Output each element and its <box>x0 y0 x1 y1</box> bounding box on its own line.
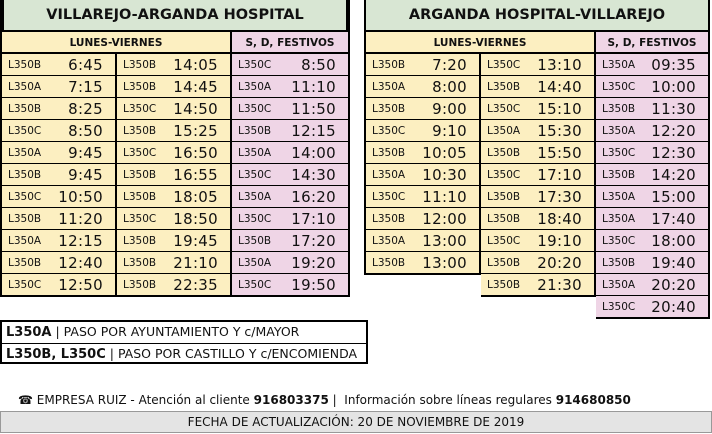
schedule-row <box>232 164 348 186</box>
departure-time: 19:50 <box>291 275 336 294</box>
schedule-row <box>366 186 479 208</box>
schedule-row <box>117 76 230 98</box>
weekend-header: S, D, FESTIVOS <box>596 32 710 54</box>
line-code: L350B <box>372 58 406 71</box>
departure-time: 14:50 <box>173 99 218 118</box>
line-code: L350B <box>487 278 521 291</box>
departure-time: 8:50 <box>68 121 103 140</box>
line-code: L350C <box>602 146 636 159</box>
schedule-row <box>232 208 348 230</box>
departure-time: 15:30 <box>537 121 582 140</box>
schedule-row <box>117 142 230 164</box>
schedule-row <box>232 252 348 274</box>
weekday-column-1 <box>2 54 117 296</box>
line-code: L350C <box>372 190 406 203</box>
line-code: L350B <box>123 234 157 247</box>
line-code: L350B <box>487 190 521 203</box>
update-date: FECHA DE ACTUALIZACIÓN: 20 DE NOVIEMBRE DE 2019 <box>0 411 712 433</box>
departure-time: 7:15 <box>68 77 103 96</box>
line-code: L350A <box>602 278 636 291</box>
departure-time: 15:10 <box>537 99 582 118</box>
line-code: L350B <box>238 124 272 137</box>
schedule-row <box>2 186 115 208</box>
line-code: L350A <box>602 212 636 225</box>
departure-time: 10:50 <box>58 187 103 206</box>
schedule-row <box>117 186 230 208</box>
contact-info: ☎ EMPRESA RUIZ - Atención al cliente 916803375 | Información sobre líneas regulares 914680850 <box>18 393 631 407</box>
departure-time: 12:15 <box>291 121 336 140</box>
line-code: L350C <box>123 146 157 159</box>
line-code: L350B <box>602 168 636 181</box>
legend-row-l350a: L350A | PASO POR AYUNTAMIENTO Y c/MAYOR <box>6 324 300 340</box>
departure-time: 17:30 <box>537 187 582 206</box>
weekend-column <box>596 54 710 319</box>
departure-time: 8:25 <box>68 99 103 118</box>
schedule-row <box>2 208 115 230</box>
departure-time: 10:00 <box>651 77 696 96</box>
departure-time: 8:50 <box>301 55 336 74</box>
departure-time: 8:00 <box>432 77 467 96</box>
line-code: L350A <box>372 80 406 93</box>
departure-time: 18:40 <box>537 209 582 228</box>
schedule-row <box>596 186 708 208</box>
schedule-row <box>366 98 479 120</box>
departure-time: 17:20 <box>291 231 336 250</box>
line-code: L350A <box>238 146 272 159</box>
line-code: L350C <box>123 102 157 115</box>
departure-time: 11:50 <box>291 99 336 118</box>
departure-time: 12:30 <box>651 143 696 162</box>
departure-time: 18:00 <box>651 231 696 250</box>
line-code: L350A <box>238 256 272 269</box>
line-code: L350B <box>123 58 157 71</box>
line-code: L350C <box>372 124 406 137</box>
line-code: L350C <box>238 58 272 71</box>
line-code: L350C <box>123 212 157 225</box>
departure-time: 14:45 <box>173 77 218 96</box>
departure-time: 21:10 <box>173 253 218 272</box>
line-code: L350A <box>8 146 42 159</box>
line-code: L350B <box>487 146 521 159</box>
departure-time: 13:00 <box>422 231 467 250</box>
company-phone: 916803375 <box>253 393 329 407</box>
weekday-column-1 <box>364 54 481 275</box>
departure-time: 9:45 <box>68 143 103 162</box>
line-code: L350B <box>602 256 636 269</box>
line-code: L350C <box>8 124 42 137</box>
schedule-row <box>232 274 348 296</box>
legend-code: L350A <box>6 325 52 340</box>
schedule-row <box>596 296 708 318</box>
line-code: L350A <box>372 168 406 181</box>
schedule-row <box>232 186 348 208</box>
schedule-row <box>596 98 708 120</box>
line-code: L350A <box>602 124 636 137</box>
legend-text: PASO POR AYUNTAMIENTO Y c/MAYOR <box>63 324 300 339</box>
schedule-row <box>366 208 479 230</box>
schedule-row <box>2 54 115 76</box>
schedule-row <box>481 142 594 164</box>
schedule-row <box>117 120 230 142</box>
schedule-row <box>117 98 230 120</box>
departure-time: 14:20 <box>651 165 696 184</box>
weekend-column <box>232 54 348 296</box>
schedule-row <box>481 186 594 208</box>
line-code: L350B <box>123 168 157 181</box>
departure-time: 17:10 <box>291 209 336 228</box>
schedule-row <box>232 230 348 252</box>
schedule-row <box>2 274 115 296</box>
line-code: L350B <box>487 212 521 225</box>
schedule-row <box>596 164 708 186</box>
departure-time: 12:00 <box>422 209 467 228</box>
info-label: Información sobre líneas regulares <box>344 393 552 407</box>
departure-time: 22:35 <box>173 275 218 294</box>
line-code: L350A <box>8 234 42 247</box>
departure-time: 11:10 <box>422 187 467 206</box>
schedule-row <box>596 76 708 98</box>
line-code: L350B <box>123 256 157 269</box>
line-code: L350B <box>123 278 157 291</box>
line-code: L350C <box>238 212 272 225</box>
schedule-row <box>232 142 348 164</box>
schedule-row <box>117 208 230 230</box>
departure-time: 12:40 <box>58 253 103 272</box>
company-label: EMPRESA RUIZ - Atención al cliente <box>36 393 250 407</box>
departure-time: 10:30 <box>422 165 467 184</box>
timetable-arganda-villarejo <box>364 0 710 320</box>
departure-time: 14:30 <box>291 165 336 184</box>
line-code: L350C <box>487 58 521 71</box>
schedule-row <box>481 76 594 98</box>
departure-time: 16:20 <box>291 187 336 206</box>
weekday-column-2 <box>481 54 596 297</box>
schedule-row <box>481 230 594 252</box>
line-code: L350A <box>602 58 636 71</box>
schedule-row <box>117 252 230 274</box>
schedule-row <box>481 274 594 296</box>
schedule-row <box>232 54 348 76</box>
schedule-row <box>596 208 708 230</box>
line-code: L350B <box>123 124 157 137</box>
line-code: L350C <box>487 168 521 181</box>
line-code: L350B <box>8 256 42 269</box>
legend-text: PASO POR CASTILLO Y c/ENCOMIENDA <box>117 346 358 361</box>
schedule-row <box>481 120 594 142</box>
departure-time: 14:05 <box>173 55 218 74</box>
line-code: L350B <box>487 256 521 269</box>
departure-time: 21:30 <box>537 275 582 294</box>
schedule-row <box>117 54 230 76</box>
line-code: L350C <box>8 278 42 291</box>
line-code: L350C <box>487 234 521 247</box>
line-code: L350C <box>238 102 272 115</box>
line-code: L350B <box>487 80 521 93</box>
line-code: L350B <box>8 168 42 181</box>
schedule-row <box>2 252 115 274</box>
weekday-column-2 <box>117 54 232 296</box>
line-code: L350B <box>8 58 42 71</box>
legend-code: L350B, L350C <box>6 347 106 362</box>
departure-time: 15:50 <box>537 143 582 162</box>
phone-icon: ☎ <box>18 393 33 407</box>
departure-time: 13:00 <box>422 253 467 272</box>
line-code: L350C <box>238 278 272 291</box>
departure-time: 19:40 <box>651 253 696 272</box>
schedule-row <box>596 120 708 142</box>
departure-time: 17:40 <box>651 209 696 228</box>
schedule-row <box>117 274 230 296</box>
timetable-villarejo-arganda <box>0 0 350 297</box>
weekday-header: LUNES-VIERNES <box>2 32 232 54</box>
departure-time: 12:20 <box>651 121 696 140</box>
departure-time: 12:50 <box>58 275 103 294</box>
departure-time: 20:40 <box>651 297 696 316</box>
weekday-header: LUNES-VIERNES <box>364 32 596 54</box>
departure-time: 20:20 <box>651 275 696 294</box>
departure-time: 18:50 <box>173 209 218 228</box>
timetable-title: VILLAREJO-ARGANDA HOSPITAL <box>2 0 348 32</box>
schedule-row <box>117 164 230 186</box>
departure-time: 7:20 <box>432 55 467 74</box>
departure-time: 09:35 <box>651 55 696 74</box>
schedule-row <box>481 252 594 274</box>
line-code: L350C <box>238 168 272 181</box>
schedule-row <box>232 98 348 120</box>
line-code: L350B <box>602 102 636 115</box>
departure-time: 14:00 <box>291 143 336 162</box>
schedule-row <box>366 142 479 164</box>
departure-time: 9:10 <box>432 121 467 140</box>
schedule-row <box>596 252 708 274</box>
departure-time: 18:05 <box>173 187 218 206</box>
legend-row-l350b-l350c: L350B, L350C | PASO POR CASTILLO Y c/ENCOMIENDA <box>2 343 366 364</box>
schedule-row <box>2 76 115 98</box>
line-code: L350A <box>238 190 272 203</box>
schedule-row <box>2 98 115 120</box>
line-code: L350B <box>123 80 157 93</box>
departure-time: 17:10 <box>537 165 582 184</box>
schedule-row <box>596 230 708 252</box>
schedule-row <box>366 230 479 252</box>
departure-time: 15:25 <box>173 121 218 140</box>
line-code: L350A <box>238 80 272 93</box>
schedule-row <box>366 120 479 142</box>
departure-time: 11:20 <box>58 209 103 228</box>
schedule-row <box>366 164 479 186</box>
schedule-row <box>232 76 348 98</box>
departure-time: 14:40 <box>537 77 582 96</box>
line-code: L350B <box>372 102 406 115</box>
departure-time: 9:45 <box>68 165 103 184</box>
schedule-row <box>596 54 708 76</box>
schedule-row <box>2 120 115 142</box>
schedule-row <box>2 142 115 164</box>
departure-time: 15:00 <box>651 187 696 206</box>
line-code: L350C <box>602 80 636 93</box>
schedule-row <box>481 98 594 120</box>
line-code: L350A <box>8 80 42 93</box>
line-code: L350B <box>372 212 406 225</box>
departure-time: 13:10 <box>537 55 582 74</box>
line-code: L350B <box>8 212 42 225</box>
schedule-row <box>596 142 708 164</box>
schedule-row <box>481 208 594 230</box>
schedule-row <box>117 230 230 252</box>
line-code: L350B <box>123 190 157 203</box>
schedule-row <box>2 164 115 186</box>
schedule-row <box>481 164 594 186</box>
weekend-header: S, D, FESTIVOS <box>232 32 348 54</box>
departure-time: 19:20 <box>291 253 336 272</box>
line-code: L350B <box>8 102 42 115</box>
departure-time: 19:10 <box>537 231 582 250</box>
line-code: L350C <box>8 190 42 203</box>
schedule-row <box>366 76 479 98</box>
departure-time: 10:05 <box>422 143 467 162</box>
line-code: L350A <box>487 124 521 137</box>
departure-time: 20:20 <box>537 253 582 272</box>
line-code: L350C <box>487 102 521 115</box>
schedule-row <box>596 274 708 296</box>
schedule-row <box>232 120 348 142</box>
departure-time: 9:00 <box>432 99 467 118</box>
line-code: L350A <box>602 190 636 203</box>
departure-time: 16:55 <box>173 165 218 184</box>
route-legend <box>0 320 368 364</box>
schedule-row <box>366 54 479 76</box>
line-code: L350C <box>602 234 636 247</box>
departure-time: 19:45 <box>173 231 218 250</box>
line-code: L350B <box>238 234 272 247</box>
departure-time: 11:30 <box>651 99 696 118</box>
timetable-title: ARGANDA HOSPITAL-VILLAREJO <box>364 0 710 32</box>
line-code: L350B <box>372 146 406 159</box>
departure-time: 16:50 <box>173 143 218 162</box>
line-code: L350B <box>372 256 406 269</box>
departure-time: 12:15 <box>58 231 103 250</box>
info-phone: 914680850 <box>555 393 631 407</box>
departure-time: 6:45 <box>68 55 103 74</box>
departure-time: 11:10 <box>291 77 336 96</box>
schedule-row <box>2 230 115 252</box>
schedule-row <box>481 54 594 76</box>
schedule-row <box>366 252 479 274</box>
line-code: L350C <box>602 300 636 313</box>
line-code: L350A <box>372 234 406 247</box>
